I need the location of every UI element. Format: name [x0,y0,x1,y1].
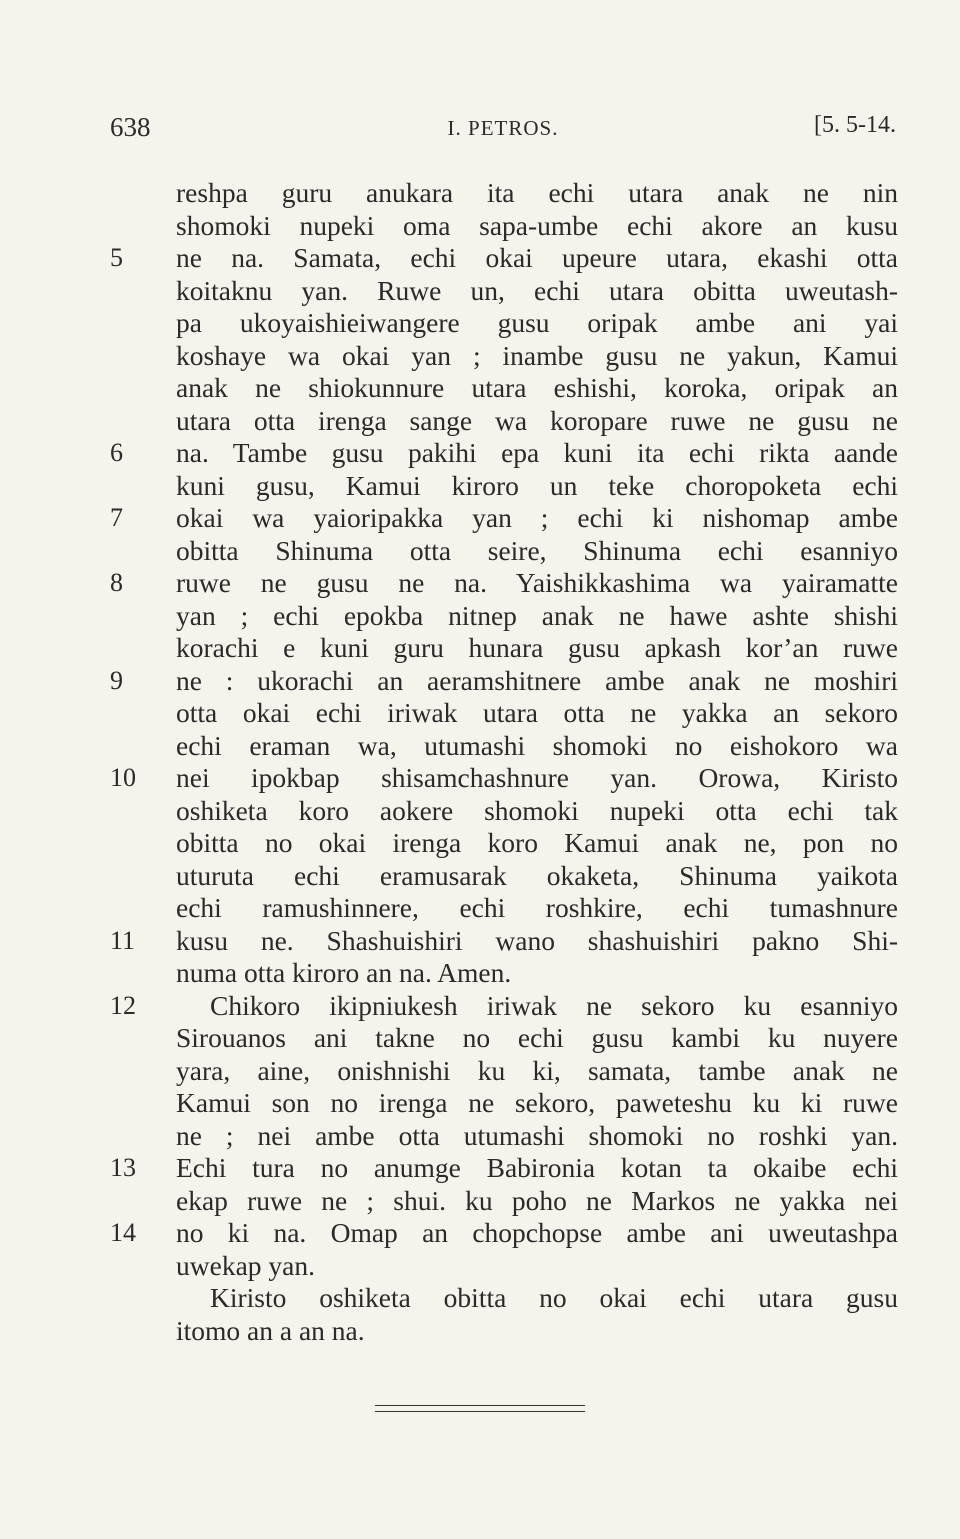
text-line [110,1087,898,1120]
text-line [110,470,898,503]
page-number: 638 [110,112,151,142]
line-text: echi ramushinnere, echi roshkire, echi tumashnure [176,892,898,923]
verse-number: 5 [110,243,123,272]
line-text: reshpa guru anukara ita echi utara anak ne nin [176,177,898,208]
line-text: kuni gusu, Kamui kiroro un teke choropoketa echi [176,469,898,501]
line-text: obitta no okai irenga koro Kamui anak ne, pon no [176,827,898,858]
text-line [110,697,898,730]
text-line [110,1315,898,1348]
verse-number: 13 [110,1153,136,1182]
line-text: ne na. Samata, echi okai upeure utara, ekashi otta [176,242,898,273]
text-line [110,372,898,405]
line-text: Sirouanos ani takne no echi gusu kambi ku nuyere [176,1022,898,1053]
text-line [110,340,898,373]
verse-number: 6 [110,438,123,467]
line-text: yan ; echi epokba nitnep anak ne hawe ashte shishi [176,599,898,631]
text-line [110,405,898,438]
text-line [110,307,898,340]
text-line [110,1185,898,1218]
text-line [110,827,898,860]
text-line [110,1217,898,1250]
line-text: ruwe ne gusu ne na. Yaishikkashima wa yairamatte [176,567,898,598]
line-text: itomo an a an na. [176,1314,365,1346]
running-title: I. PETROS. [447,116,559,140]
text-line [110,1250,898,1283]
line-text: no ki na. Omap an chopchopse ambe ani uweutashpa [176,1217,898,1248]
verse-number: 12 [110,990,136,1020]
line-text: uwekap yan. [176,1249,315,1281]
verse-number: 9 [110,665,123,695]
text-line [110,795,898,828]
verse-number: 10 [110,763,136,792]
line-text: ekap ruwe ne ; shui. ku poho ne Markos ne yakka nei [176,1184,898,1216]
end-rule-top [375,1405,585,1406]
line-text: Chikoro ikipniukesh iriwak ne sekoro ku esanniyo [210,989,898,1021]
line-text: koitaknu yan. Ruwe un, echi utara obitta uweutash- [176,274,898,306]
text-line [110,892,898,925]
verse-number: 14 [110,1218,136,1247]
line-text: nei ipokbap shisamchashnure yan. Orowa, Kiristo [176,762,898,793]
line-text: echi eraman wa, utumashi shomoki no eishokoro wa [176,729,898,761]
line-text: kusu ne. Shashuishiri wano shashuishiri pakno Shi- [176,924,898,956]
line-text: anak ne shiokunnure utara eshishi, koroka, oripak an [176,372,898,403]
line-text: otta okai echi iriwak utara otta ne yakka an sekoro [176,697,898,728]
verse-number: 7 [110,503,123,532]
text-line [110,1120,898,1153]
line-text: pa ukoyaishieiwangere gusu oripak ambe ani yai [176,307,898,338]
line-text: shomoki nupeki oma sapa-umbe echi akore an kusu [176,209,898,241]
text-line [110,957,898,990]
text-line [110,632,898,665]
text-line [110,860,898,893]
end-rule-bottom [375,1411,585,1412]
text-line [110,730,898,763]
text-line [110,177,898,210]
text-line [110,437,898,470]
text-line [110,1152,898,1185]
text-line [110,567,898,600]
line-text: oshiketa koro aokere shomoki nupeki otta echi tak [176,794,898,826]
line-text: utara otta irenga sange wa koropare ruwe ne gusu ne [176,404,898,436]
line-text: obitta Shinuma otta seire, Shinuma echi esanniyo [176,534,898,566]
text-line [110,502,898,535]
line-text: yara, aine, onishnishi ku ki, samata, tambe anak ne [176,1054,898,1086]
text-line [110,762,898,795]
body-text [110,177,898,1347]
line-text: na. Tambe gusu pakihi epa kuni ita echi rikta aande [176,437,898,468]
text-line [110,1282,898,1315]
line-text: ne ; nei ambe otta utumashi shomoki no roshki yan. [176,1119,898,1151]
line-text: koshaye wa okai yan ; inambe gusu ne yakun, Kamui [176,339,898,371]
text-line [110,600,898,633]
line-text: Kamui son no irenga ne sekoro, paweteshu ku ki ruwe [176,1087,898,1118]
text-line [110,535,898,568]
text-line [110,1022,898,1055]
text-line [110,275,898,308]
text-line [110,990,898,1023]
text-line [110,1055,898,1088]
text-line [110,925,898,958]
verse-number: 11 [110,925,136,955]
line-text: numa otta kiroro an na. Amen. [176,957,512,988]
verse-number: 8 [110,568,123,597]
line-text: korachi e kuni guru hunara gusu apkash kor’an ruwe [176,632,898,663]
text-line [110,242,898,275]
chapter-verse-reference: [5. 5-14. [814,112,896,138]
page-header [110,112,896,152]
text-line [110,210,898,243]
line-text: uturuta echi eramusarak okaketa, Shinuma yaikota [176,859,898,891]
line-text: Kiristo oshiketa obitta no okai echi utara gusu [210,1282,898,1313]
line-text: Echi tura no anumge Babironia kotan ta okaibe echi [176,1152,898,1183]
line-text: okai wa yaioripakka yan ; echi ki nishomap ambe [176,502,898,533]
line-text: ne : ukorachi an aeramshitnere ambe anak ne moshiri [176,664,898,696]
text-line [110,665,898,698]
